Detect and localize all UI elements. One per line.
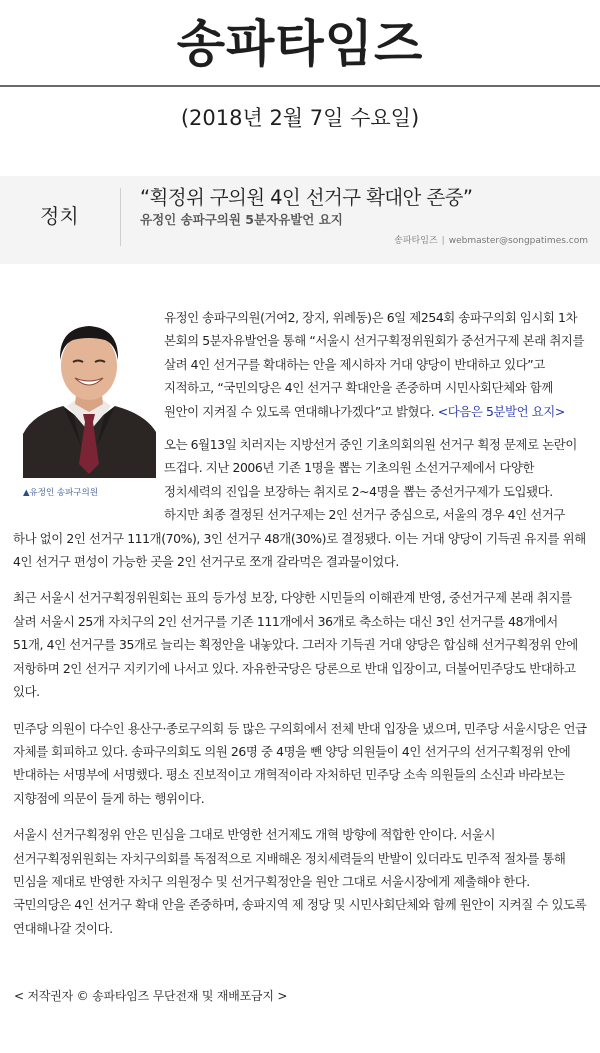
byline — [394, 233, 588, 246]
article-subheadline: 유정인 송파구의원 5분자유발언 요지 — [140, 212, 343, 227]
byline-source: 송파타임즈 — [394, 236, 438, 246]
photo-float-spacer — [13, 306, 164, 517]
paragraph-3: 최근 서울시 선거구획정위원회는 표의 등가성 보장, 다양한 시민들의 이해관계 반영, 중선거구제 본래 취지를 살려 서울시 25개 자치구의 2인 선거구를 기존 111개에서 36개로 축소하는 대신 3인 선거구를 48개에서 51개, 4인 선거구를 35개로 늘리는 획정안을 내놓았다. 그러자 기득권 거대 양당은 합심해 선거구획정위 안에 저항하며 2인 선거구 지키기에 나서고 있다. 자유한국당은 당론으로 반대 입장이고, 더불어민주당도 반대하고 있다. — [13, 590, 578, 700]
issue-date: (2018년 2월 7일 수요일) — [180, 106, 420, 130]
paragraph-1-text: 유정인 송파구의원(거여2, 장지, 위례동)은 6일 제254회 송파구의회 임시회 1차 본회의 5분자유발언을 통해 “서울시 선거구획정위원회가 중선거구제 본래 취지를 살려 4인 선거구를 확대하는 안을 제시하자 거대 양당이 반대하고 있다”고 지적하고, “국민의당은 4인 선거구 확대안을 존중하며 시민사회단체와 함께 원안이 지켜질 수 있도록 연대해나가겠다”고 밝혔다. — [164, 310, 585, 419]
masthead-divider — [0, 85, 600, 87]
article-header — [0, 176, 600, 264]
speech-summary-link[interactable]: <다음은 5분발언 요지> — [437, 403, 565, 419]
paragraph-5: 서울시 선거구획정위 안은 민심을 그대로 반영한 선거제도 개혁 방향에 적합한 안이다. 서울시 선거구획정위원회는 자치구의회를 독점적으로 지배해온 정치세력들의 반발이 있더라도 민주적 절차를 통해 민심을 제대로 반영한 자치구 의원정수 및 선거구획정안을 원안 그대로 서울시장에게 제출해야 한다. 국민의당은 4인 선거구 확대 안을 존중하며, 송파지역 제 정당 및 시민사회단체와 함께 원안이 지켜질 수 있도록 연대해나갈 것이다. — [13, 827, 587, 936]
paragraph-2: 오는 6월13일 치러지는 지방선거 중인 기초의회의원 선거구 획정 문제로 논란이 뜨겁다. 지난 2006년 기존 1명을 뽑는 기초의원 소선거구제에서 다양한 정치세력의 진입을 보장하는 취지로 2~4명을 뽑는 중선거구제가 도입됐다. 하지만 최종 결정된 선거구제는 2인 선거구 중심으로, 서울의 경우 4인 선거구 하나 없이 2인 선거구 111개(70%), 3인 선거구 48개(30%)로 결정됐다. 이는 거대 양당이 기득권 유지를 위해 4인 선거구 편성이 가능한 곳을 2인 선거구로 쪼개 갈라먹은 결과물이었다. — [13, 437, 586, 570]
byline-email[interactable]: webmaster@songpatimes.com — [448, 236, 588, 246]
masthead — [0, 0, 600, 86]
photo-caption: ▲유정인 송파구의원 — [23, 488, 98, 498]
article-body — [13, 306, 590, 953]
site-logo[interactable]: 송파타임즈 — [176, 15, 424, 73]
byline-separator: | — [441, 236, 445, 246]
article-headline: “획정위 구의원 4인 선거구 확대안 존중” — [140, 186, 473, 209]
section-label[interactable]: 정치 — [40, 204, 79, 228]
paragraph-4: 민주당 의원이 다수인 용산구·종로구의회 등 많은 구의회에서 전체 반대 입장을 냈으며, 민주당 서울시당은 언급 자체를 회피하고 있다. 송파구의회도 의원 26명 중 4명을 뺀 양당 의원들이 4인 선거구의 선거구획정위 안에 반대하는 서명부에 서명했다. 평소 진보적이고 개혁적이라 자처하던 민주당 소속 의원들의 소신과 바라보는 지향점에 의문이 들게 하는 행위이다. — [13, 720, 587, 806]
header-divider — [120, 188, 121, 246]
copyright-notice: < 저작권자 © 송파타임즈 무단전재 및 재배포금지 > — [14, 989, 288, 1003]
